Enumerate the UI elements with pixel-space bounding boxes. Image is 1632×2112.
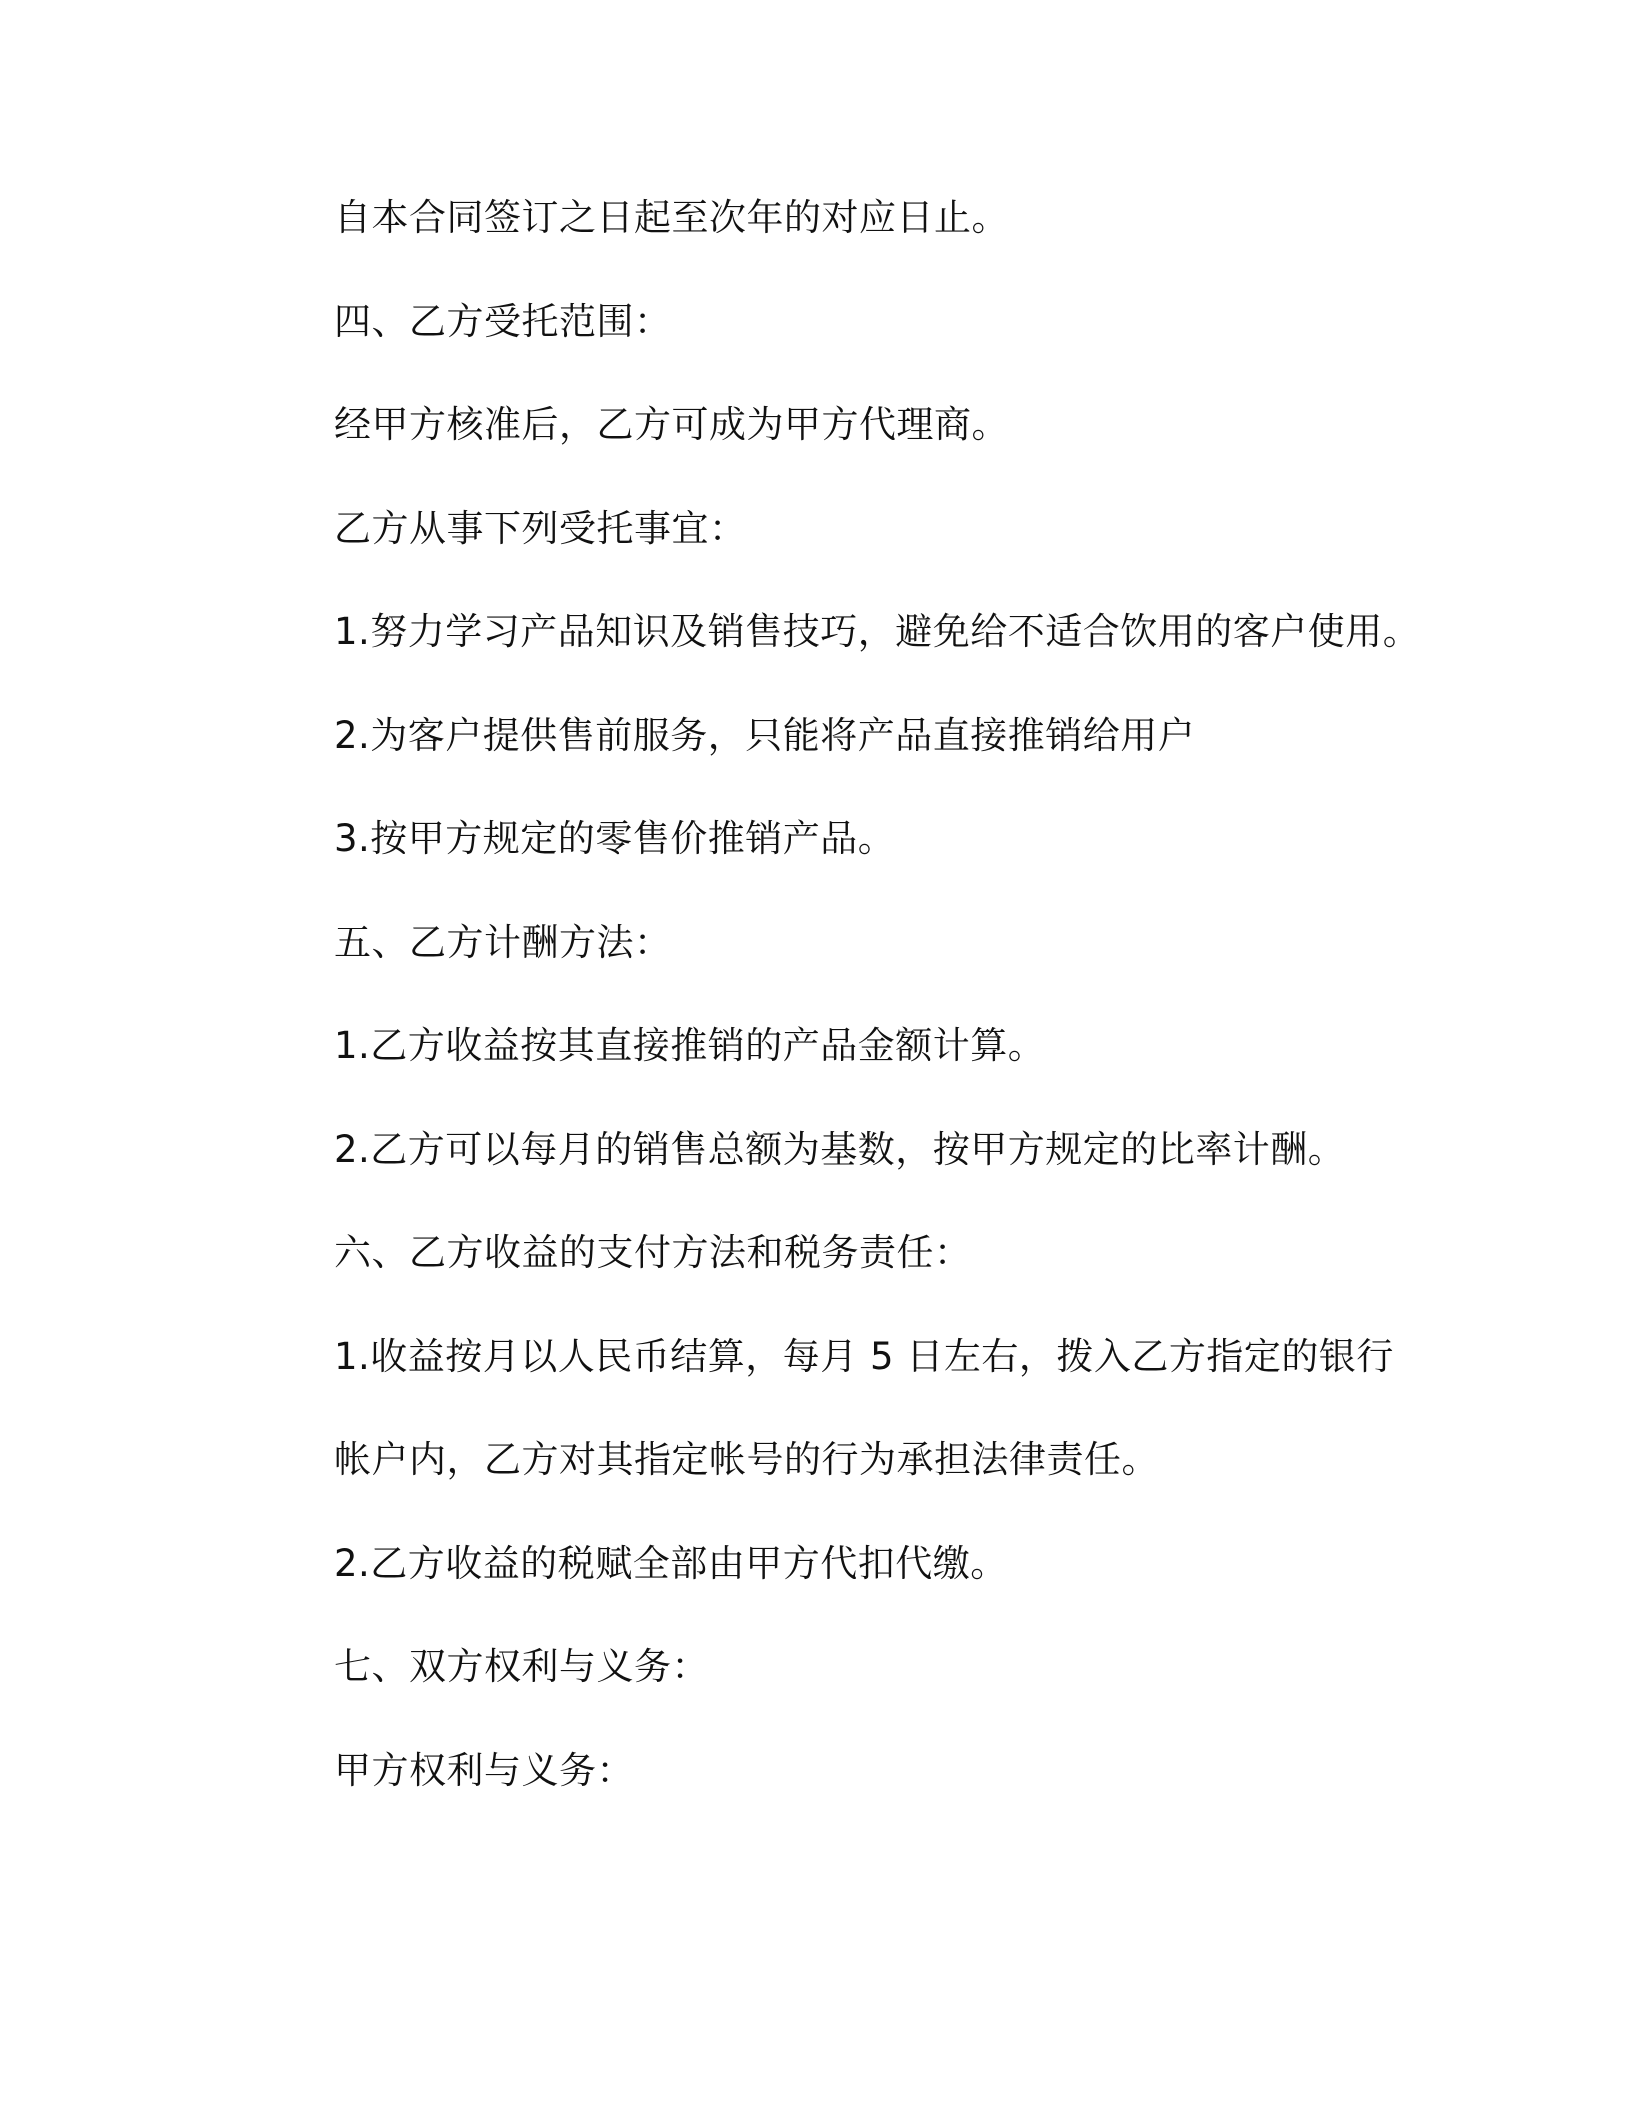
list-item-4-2: 2.为客户提供售前服务，只能将产品直接推销给用户 — [334, 714, 1196, 757]
heading-section-7: 七、双方权利与义务： — [334, 1645, 709, 1688]
subheading-party-a-rights: 甲方权利与义务： — [334, 1749, 634, 1792]
heading-section-4: 四、乙方受托范围： — [334, 300, 672, 343]
list-item-6-1-continued: 帐户内，乙方对其指定帐号的行为承担法律责任。 — [334, 1438, 1159, 1481]
list-item-6-2: 2.乙方收益的税赋全部由甲方代扣代缴。 — [334, 1542, 1008, 1585]
heading-section-5: 五、乙方计酬方法： — [334, 921, 672, 964]
list-item-4-1: 1.努力学习产品知识及销售技巧，避免给不适合饮用的客户使用。 — [334, 610, 1421, 653]
paragraph-term-period: 自本合同签订之日起至次年的对应日止。 — [334, 196, 1009, 239]
list-item-6-1: 1.收益按月以人民币结算，每月 5 日左右，拨入乙方指定的银行 — [334, 1335, 1394, 1378]
list-item-5-2: 2.乙方可以每月的销售总额为基数，按甲方规定的比率计酬。 — [334, 1128, 1346, 1171]
list-item-4-3: 3.按甲方规定的零售价推销产品。 — [334, 817, 896, 860]
paragraph-entrusted-matters: 乙方从事下列受托事宜： — [334, 507, 747, 550]
paragraph-agent-approval: 经甲方核准后，乙方可成为甲方代理商。 — [334, 403, 1009, 446]
heading-section-6: 六、乙方收益的支付方法和税务责任： — [334, 1231, 972, 1274]
list-item-5-1: 1.乙方收益按其直接推销的产品金额计算。 — [334, 1024, 1046, 1067]
